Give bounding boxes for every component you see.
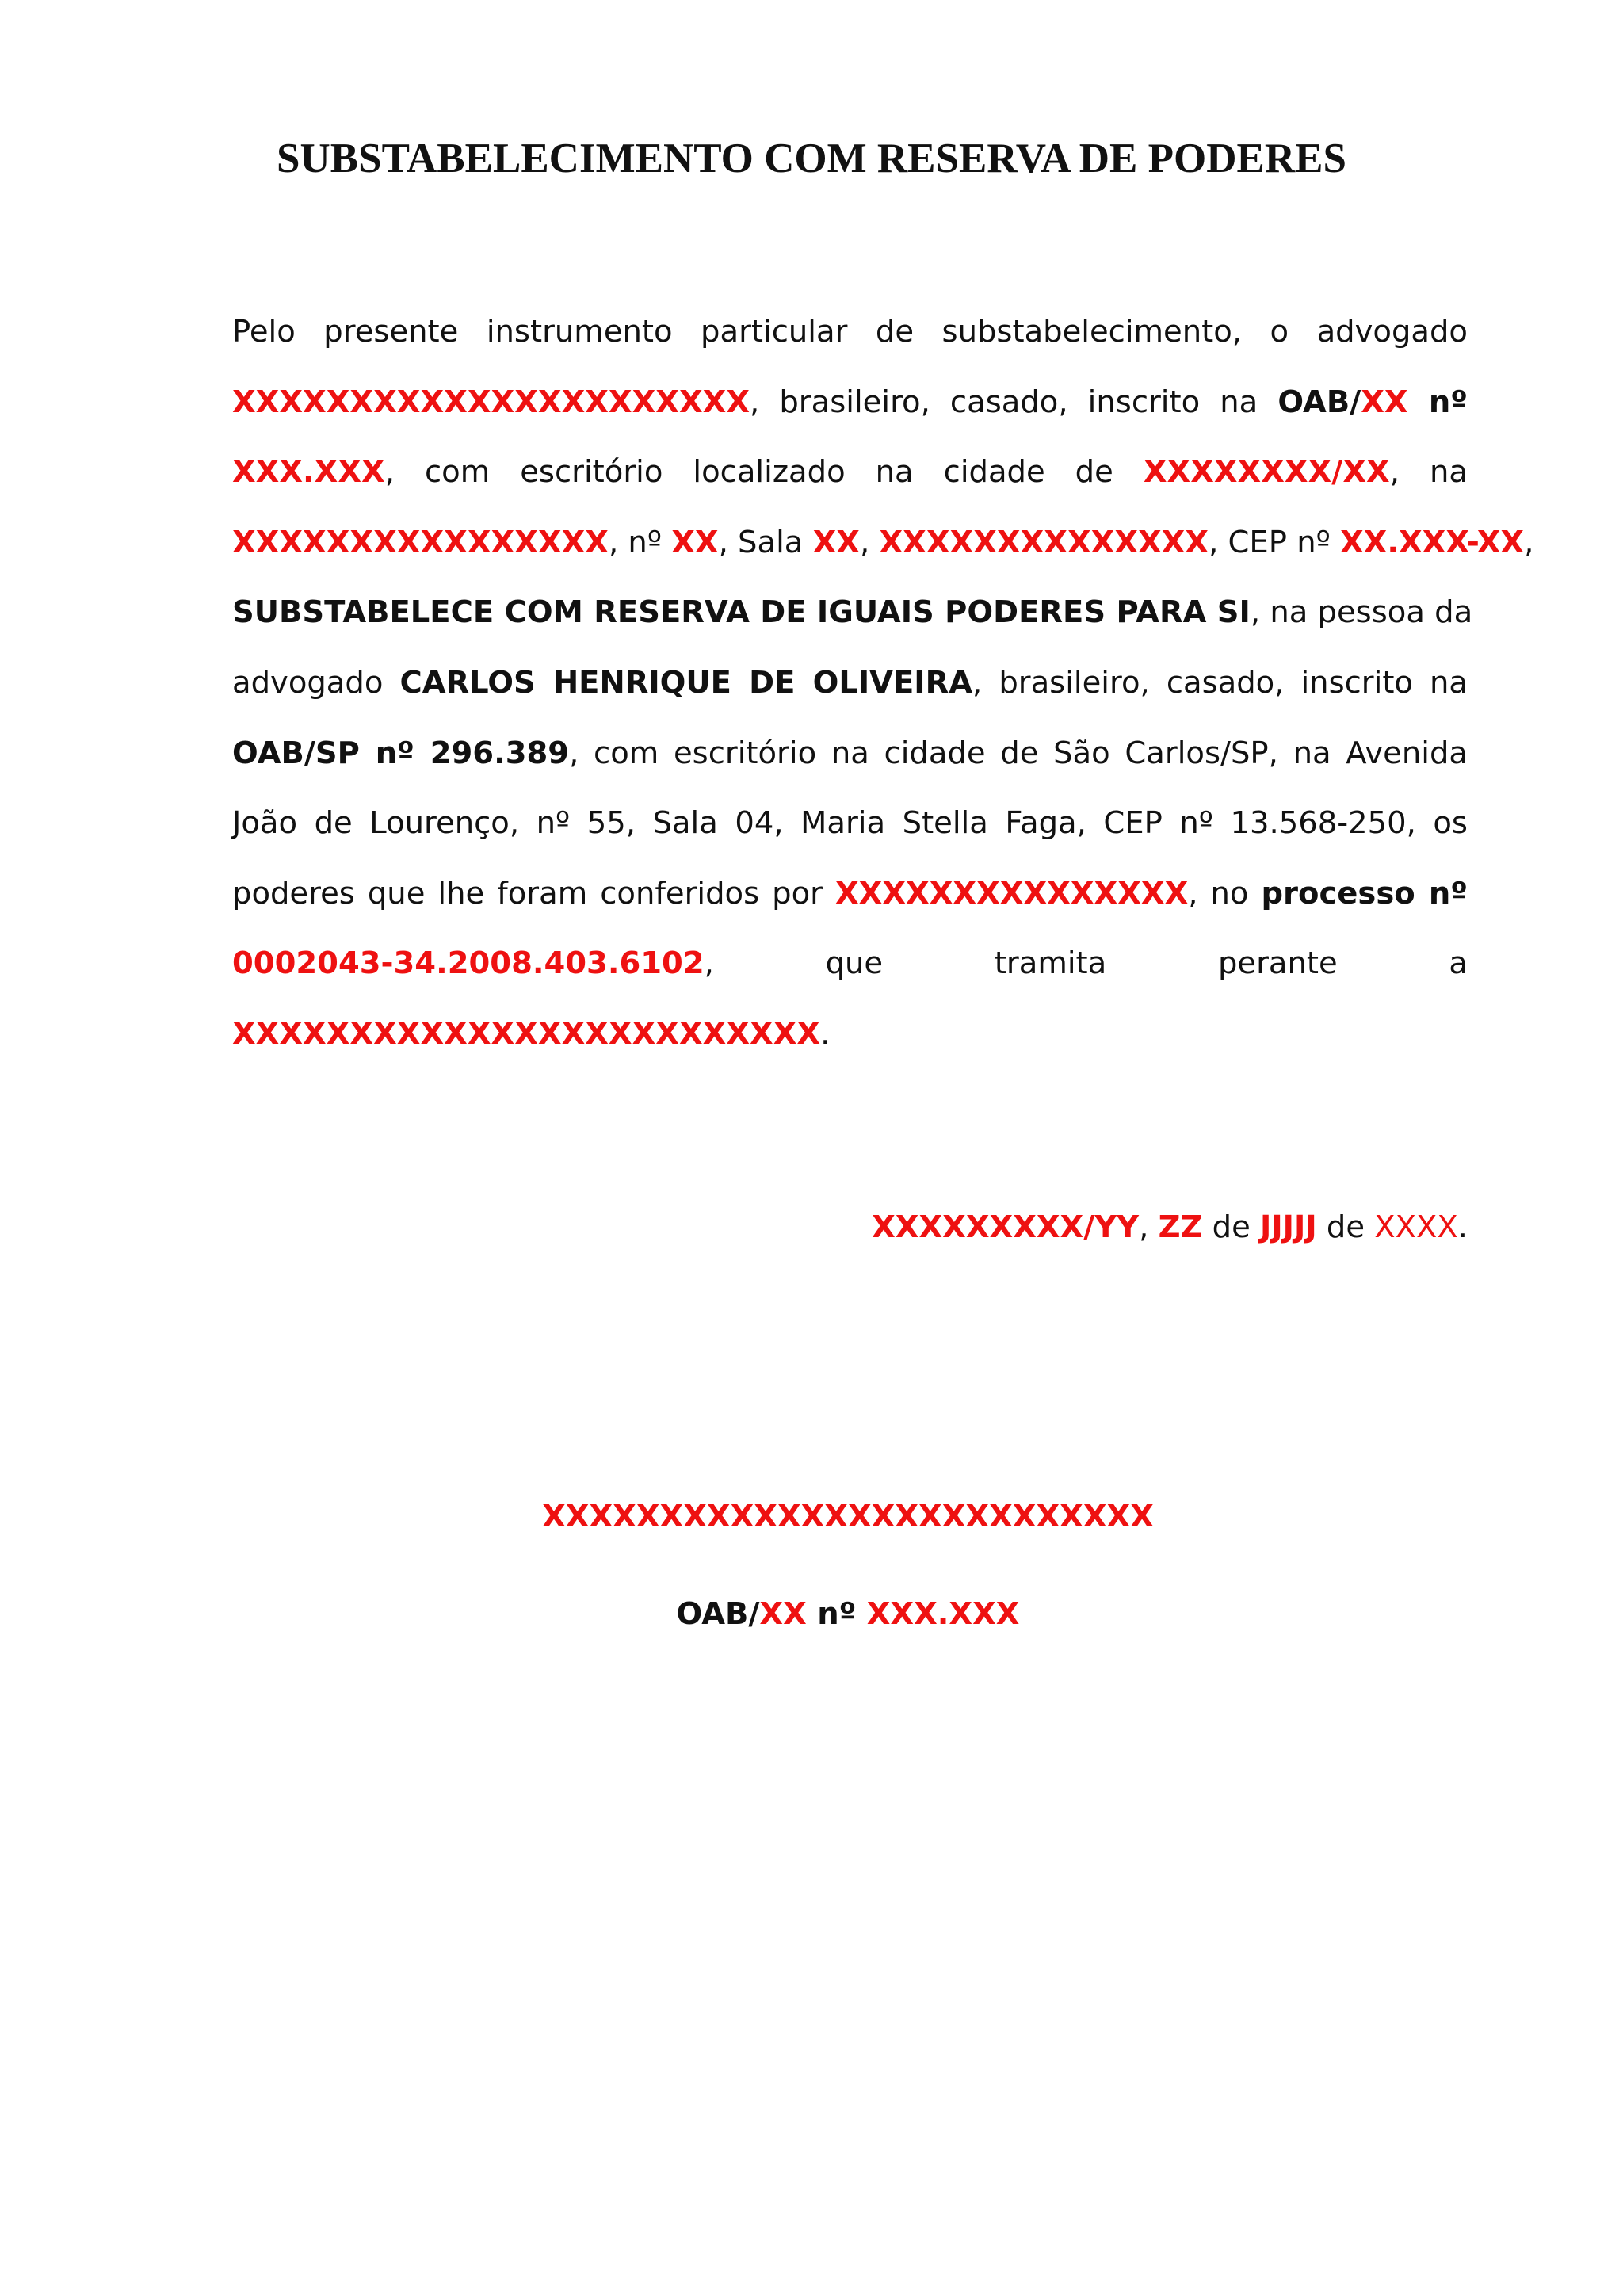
body-line (232, 719, 1468, 789)
body-text-segment: , na (1389, 454, 1468, 491)
body-text-segment: , (1524, 524, 1534, 560)
oab-number-label: nº (1407, 384, 1468, 420)
placeholder-oab-number: XXX.XXX (232, 454, 385, 491)
date-separator: , (1139, 1209, 1159, 1245)
placeholder-room: XX (812, 524, 860, 560)
placeholder-signature-name: XXXXXXXXXXXXXXXXXXXXXXXXXX (542, 1499, 1154, 1534)
placeholder-month: JJJJJ (1260, 1209, 1317, 1245)
placeholder-street-number: XX (671, 524, 719, 560)
body-text-segment: , com escritório localizado na cidade de (384, 454, 1144, 491)
body-text-segment: , (860, 524, 880, 560)
placeholder-district: XXXXXXXXXXXXXX (879, 524, 1209, 560)
body-text-segment: João de Lourenço, nº 55, Sala 04, Maria Stella Faga, CEP nº 13.568-250, os (232, 805, 1468, 842)
body-text-segment: , que tramita perante a (704, 946, 1468, 982)
oab-number-label: nº (806, 1596, 867, 1632)
body-text-segment: advogado (232, 664, 400, 701)
date-separator: de (1316, 1209, 1375, 1245)
placeholder-city: XXXXXXXX/XX (1143, 454, 1390, 491)
body-text-segment: Pelo presente instrumento particular de substabelecimento, o advogado (232, 314, 1468, 350)
body-line (232, 368, 1468, 438)
document-title: SUBSTABELECIMENTO COM RESERVA DE PODERES (277, 136, 1346, 181)
body-text-segment: poderes que lhe foram conferidos por (232, 875, 835, 911)
body-text-segment: , brasileiro, casado, inscrito na (972, 664, 1468, 701)
body-text-segment: , CEP nº (1209, 524, 1340, 560)
body-line (232, 789, 1468, 859)
body-text-segment: , brasileiro, casado, inscrito na (750, 384, 1278, 420)
placeholder-grantor: XXXXXXXXXXXXXXX (835, 875, 1189, 911)
body-line (232, 437, 1468, 508)
placeholder-date-city: XXXXXXXXX/YY (872, 1209, 1140, 1245)
oab-label: OAB/ (676, 1596, 760, 1632)
body-line (232, 508, 1534, 579)
body-text-segment: , com escritório na cidade de São Carlos/SP, na Avenida (569, 735, 1468, 771)
placeholder-year: XXXX (1374, 1209, 1458, 1245)
placeholder-cep: XX.XXX-XX (1339, 524, 1525, 560)
substitute-oab: OAB/SP nº 296.389 (232, 735, 570, 771)
body-text-segment: , no (1188, 875, 1262, 911)
body-line (232, 578, 1473, 648)
body-text-segment: , Sala (718, 524, 813, 560)
body-line (232, 929, 1468, 999)
signature-name (0, 1482, 1623, 1552)
placeholder-oab-state: XX (1361, 384, 1408, 420)
body-text-segment: , na pessoa da (1250, 594, 1473, 631)
process-label: processo nº (1261, 875, 1468, 911)
body-line (232, 297, 1468, 368)
placeholder-street: XXXXXXXXXXXXXXXX (232, 524, 609, 560)
body-text-segment: . (820, 1015, 831, 1052)
date-separator: . (1457, 1209, 1468, 1245)
body-line (232, 648, 1468, 719)
process-number: 0002043-34.2008.403.6102 (232, 946, 705, 982)
body-line (232, 999, 1468, 1070)
placeholder-oab-state: XX (759, 1596, 807, 1632)
oab-label: OAB/ (1277, 384, 1361, 420)
body-line (232, 859, 1468, 930)
body-text-segment: , nº (608, 524, 672, 560)
substabelece-clause: SUBSTABELECE COM RESERVA DE IGUAIS PODERES PARA SI (232, 594, 1251, 631)
date-line (872, 1193, 1468, 1263)
signature-oab (0, 1580, 1623, 1649)
date-separator: de (1202, 1209, 1261, 1245)
substitute-lawyer-name: CARLOS HENRIQUE DE OLIVEIRA (399, 664, 973, 701)
document-body (232, 297, 1534, 1070)
placeholder-lawyer-name: XXXXXXXXXXXXXXXXXXXXXX (232, 384, 750, 420)
placeholder-court: XXXXXXXXXXXXXXXXXXXXXXXXX (232, 1015, 821, 1052)
placeholder-day: ZZ (1158, 1209, 1203, 1245)
placeholder-oab-number: XXX.XXX (866, 1596, 1020, 1632)
